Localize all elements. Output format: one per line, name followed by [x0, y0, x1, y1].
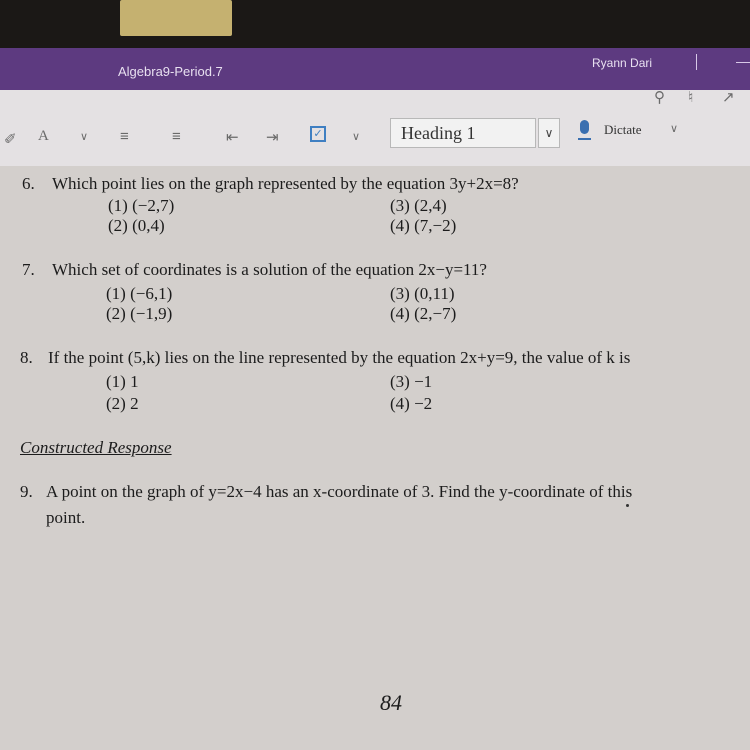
microphone-stand: [578, 134, 591, 140]
title-bar: [0, 48, 750, 90]
answer-option: (4) (2,−7): [390, 304, 457, 323]
monitor-bezel: [0, 0, 750, 48]
answer-option: (2) (0,4): [108, 216, 165, 235]
todo-checkbox-icon[interactable]: ✓: [310, 126, 326, 142]
outdent-icon[interactable]: ⇤: [226, 129, 239, 146]
document-title: Algebra9-Period.7: [118, 64, 223, 79]
question-text-continued: point.: [46, 508, 86, 527]
section-heading: Constructed Response: [20, 438, 172, 457]
question-text: Which set of coordinates is a solution of the equation 2x−y=11?: [52, 260, 487, 279]
style-select[interactable]: Heading 1: [390, 118, 536, 148]
answer-option: (3) (0,11): [390, 284, 455, 303]
chevron-down-icon[interactable]: ∨: [80, 131, 89, 143]
numbering-icon[interactable]: ≡: [172, 128, 181, 145]
titlebar-divider: [696, 54, 697, 70]
answer-option: (4) −2: [390, 394, 433, 413]
question-number: 8.: [20, 348, 33, 367]
chevron-down-icon[interactable]: ∨: [670, 123, 679, 135]
share-icon[interactable]: ↗: [722, 89, 735, 106]
indent-icon[interactable]: ⇥: [266, 129, 279, 146]
question-number: 7.: [22, 260, 35, 279]
answer-option: (3) (2,4): [390, 196, 447, 215]
format-painter-icon[interactable]: ✐: [4, 131, 17, 148]
question-text: Which point lies on the graph represented by the equation 3y+2x=8?: [52, 174, 519, 193]
question-text: If the point (5,k) lies on the line represented by the equation 2x+y=9, the value of k is: [48, 348, 631, 367]
bell-icon[interactable]: ♮: [688, 89, 694, 106]
answer-option: (2) (−1,9): [106, 304, 173, 323]
lightbulb-icon[interactable]: ⚲: [654, 89, 665, 106]
answer-option: (2) 2: [106, 394, 139, 413]
mouse-cursor: [626, 504, 629, 507]
answer-option: (1) (−2,7): [108, 196, 175, 215]
page-number: 84: [380, 690, 402, 715]
minimize-icon[interactable]: [736, 62, 750, 63]
answer-option: (4) (7,−2): [390, 216, 457, 235]
question-number: 6.: [22, 174, 35, 193]
style-dropdown-button[interactable]: ∨: [538, 118, 560, 148]
font-color-icon[interactable]: A: [38, 128, 49, 144]
dictate-button[interactable]: Dictate: [604, 122, 642, 137]
worksheet-page: [0, 166, 750, 750]
account-name[interactable]: Ryann Dari: [592, 56, 653, 70]
desk-sticker: [120, 0, 232, 36]
answer-option: (1) 1: [106, 372, 139, 391]
question-number: 9.: [20, 482, 33, 501]
answer-option: (3) −1: [390, 372, 433, 391]
question-text: A point on the graph of y=2x−4 has an x-coordinate of 3. Find the y-coordinate of this: [46, 482, 633, 501]
bullets-icon[interactable]: ≡: [120, 128, 129, 145]
microphone-icon[interactable]: [580, 120, 589, 134]
answer-option: (1) (−6,1): [106, 284, 173, 303]
chevron-down-icon[interactable]: ∨: [352, 131, 361, 143]
